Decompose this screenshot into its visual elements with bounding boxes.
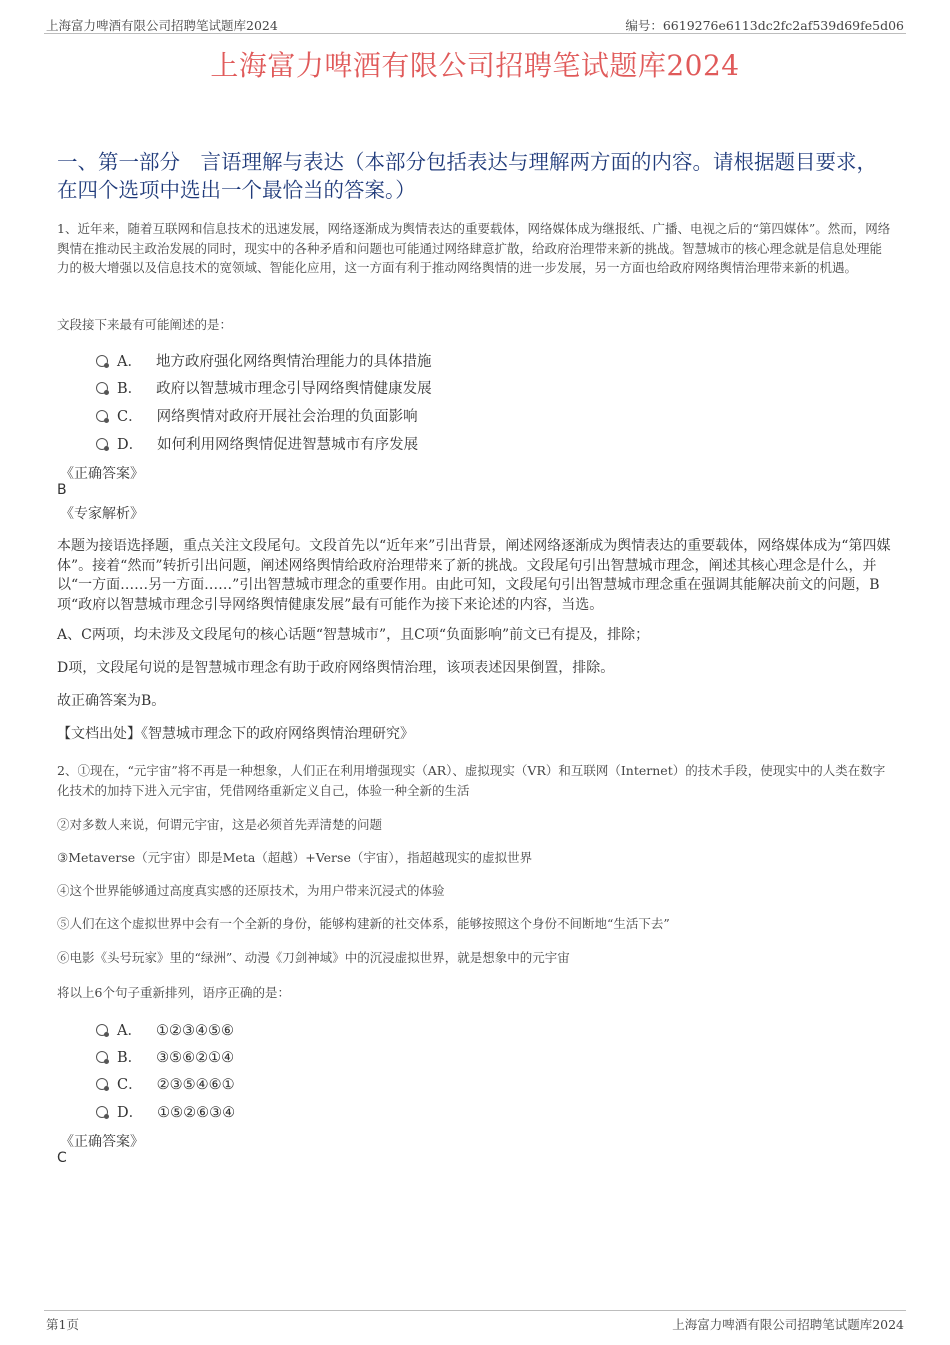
- q2-option-b[interactable]: B． ③⑤⑥②①④: [96, 1046, 234, 1067]
- q2-prompt: 将以上6个句子重新排列，语序正确的是：: [57, 985, 290, 1000]
- footer-page-number: 第1页: [46, 1317, 79, 1332]
- q2-sentence-6: ⑥电影《头号玩家》里的“绿洲”、动漫《刀剑神域》中的沉浸虚拟世界，就是想象中的元宇宙: [57, 950, 570, 965]
- page-footer: [44, 1310, 906, 1332]
- radio-icon[interactable]: [96, 410, 108, 422]
- q2-option-c[interactable]: C． ②③⑤④⑥①: [96, 1073, 235, 1094]
- q1-answer: B: [57, 482, 67, 498]
- q1-analysis-p2: A、C两项，均未涉及文段尾句的核心话题“智慧城市”，且C项“负面影响”前文已有提及，排除；: [57, 627, 650, 643]
- footer-doc-title: 上海富力啤酒有限公司招聘笔试题库2024: [672, 1317, 904, 1332]
- radio-icon[interactable]: [96, 438, 108, 450]
- page-title: 上海富力啤酒有限公司招聘笔试题库2024: [210, 49, 740, 82]
- q1-analysis-p4: 故正确答案为B。: [57, 693, 166, 709]
- radio-icon[interactable]: [96, 355, 108, 367]
- q1-prompt: 文段接下来最有可能阐述的是：: [57, 317, 233, 332]
- q2-option-a[interactable]: A． ①②③④⑤⑥: [96, 1019, 234, 1040]
- q1-analysis-p3: D项，文段尾句说的是智慧城市理念有助于政府网络舆情治理，该项表述因果倒置，排除。: [57, 660, 615, 676]
- radio-icon[interactable]: [96, 1106, 108, 1118]
- q1-source: 【文档出处】《智慧城市理念下的政府网络舆情治理研究》: [57, 726, 414, 742]
- q1-analysis-label: 《专家解析》: [60, 506, 144, 522]
- q2-answer: C: [57, 1150, 67, 1166]
- radio-icon[interactable]: [96, 382, 108, 394]
- q2-answer-label: 《正确答案》: [60, 1134, 144, 1150]
- q2-option-d[interactable]: D． ①⑤②⑥③④: [96, 1101, 235, 1122]
- section-heading: 一、第一部分 言语理解与表达（本部分包括表达与理解两方面的内容。请根据题目要求，在四个选项中选出一个最恰当的答案。）: [57, 150, 877, 202]
- q1-option-b[interactable]: B． 政府以智慧城市理念引导网络舆情健康发展: [96, 377, 432, 398]
- q2-sentence-4: ④这个世界能够通过高度真实感的还原技术，为用户带来沉浸式的体验: [57, 883, 445, 898]
- q1-answer-label: 《正确答案》: [60, 466, 144, 482]
- q2-sentence-2: ②对多数人来说，何谓元宇宙，这是必须首先弄清楚的问题: [57, 817, 383, 832]
- q2-sentence-3: ③Metaverse（元宇宙）即是Meta（超越）+Verse（宇宙），指超越现实的虚拟世界: [57, 850, 533, 865]
- radio-icon[interactable]: [96, 1051, 108, 1063]
- radio-icon[interactable]: [96, 1024, 108, 1036]
- q2-sentence-1: 2、①现在，“元宇宙”将不再是一种想象，人们正在利用增强现实（AR）、虚拟现实（VR）和互联网（Internet）的技术手段，使现实中的人类在数字化技术的加持下进入元宇宙，凭借网络重新定义自己，体验一种全新的生活: [57, 763, 886, 798]
- header-doc-title: 上海富力啤酒有限公司招聘笔试题库2024: [46, 18, 278, 33]
- q1-option-a[interactable]: A． 地方政府强化网络舆情治理能力的具体措施: [96, 350, 431, 371]
- q1-analysis-p1: 本题为接语选择题，重点关注文段尾句。文段首先以“近年来”引出背景，阐述网络逐渐成为舆情表达的重要载体，网络媒体成为“第四媒体”。接着“然而”转折引出问题，阐述网络舆情给政府治理带来了新的挑战。文段尾句引出智慧城市理念，阐述其核心理念是什么，并以“一方面……另一方面……”引出智慧城市理念的重要作用。由此可知，文段尾句引出智慧城市理念重在强调其能解决前文的问题，B项“政府以智慧城市理念引导网络舆情健康发展”最有可能作为接下来论述的内容，当选。: [57, 538, 891, 613]
- q1-stem: 1、近年来，随着互联网和信息技术的迅速发展，网络逐渐成为舆情表达的重要载体，网络媒体成为继报纸、广播、电视之后的“第四媒体”。然而，网络舆情在推动民主政治发展的同时，现实中的各种矛盾和问题也可能通过网络肆意扩散，给政府治理带来新的挑战。智慧城市的核心理念就是信息处理能力的极大增强以及信息技术的宽领域、智能化应用，这一方面有利于推动网络舆情的进一步发展，另一方面也给政府网络舆情治理带来新的机遇。: [57, 221, 891, 275]
- q1-option-c[interactable]: C． 网络舆情对政府开展社会治理的负面影响: [96, 405, 418, 426]
- radio-icon[interactable]: [96, 1078, 108, 1090]
- q1-option-d[interactable]: D． 如何利用网络舆情促进智慧城市有序发展: [96, 433, 418, 454]
- q2-sentence-5: ⑤人们在这个虚拟世界中会有一个全新的身份，能够构建新的社交体系，能够按照这个身份不间断地“生活下去”: [57, 916, 670, 931]
- page-header: [44, 14, 906, 34]
- header-doc-number: 编号：6619276e6113dc2fc2af539d69fe5d06: [625, 18, 904, 33]
